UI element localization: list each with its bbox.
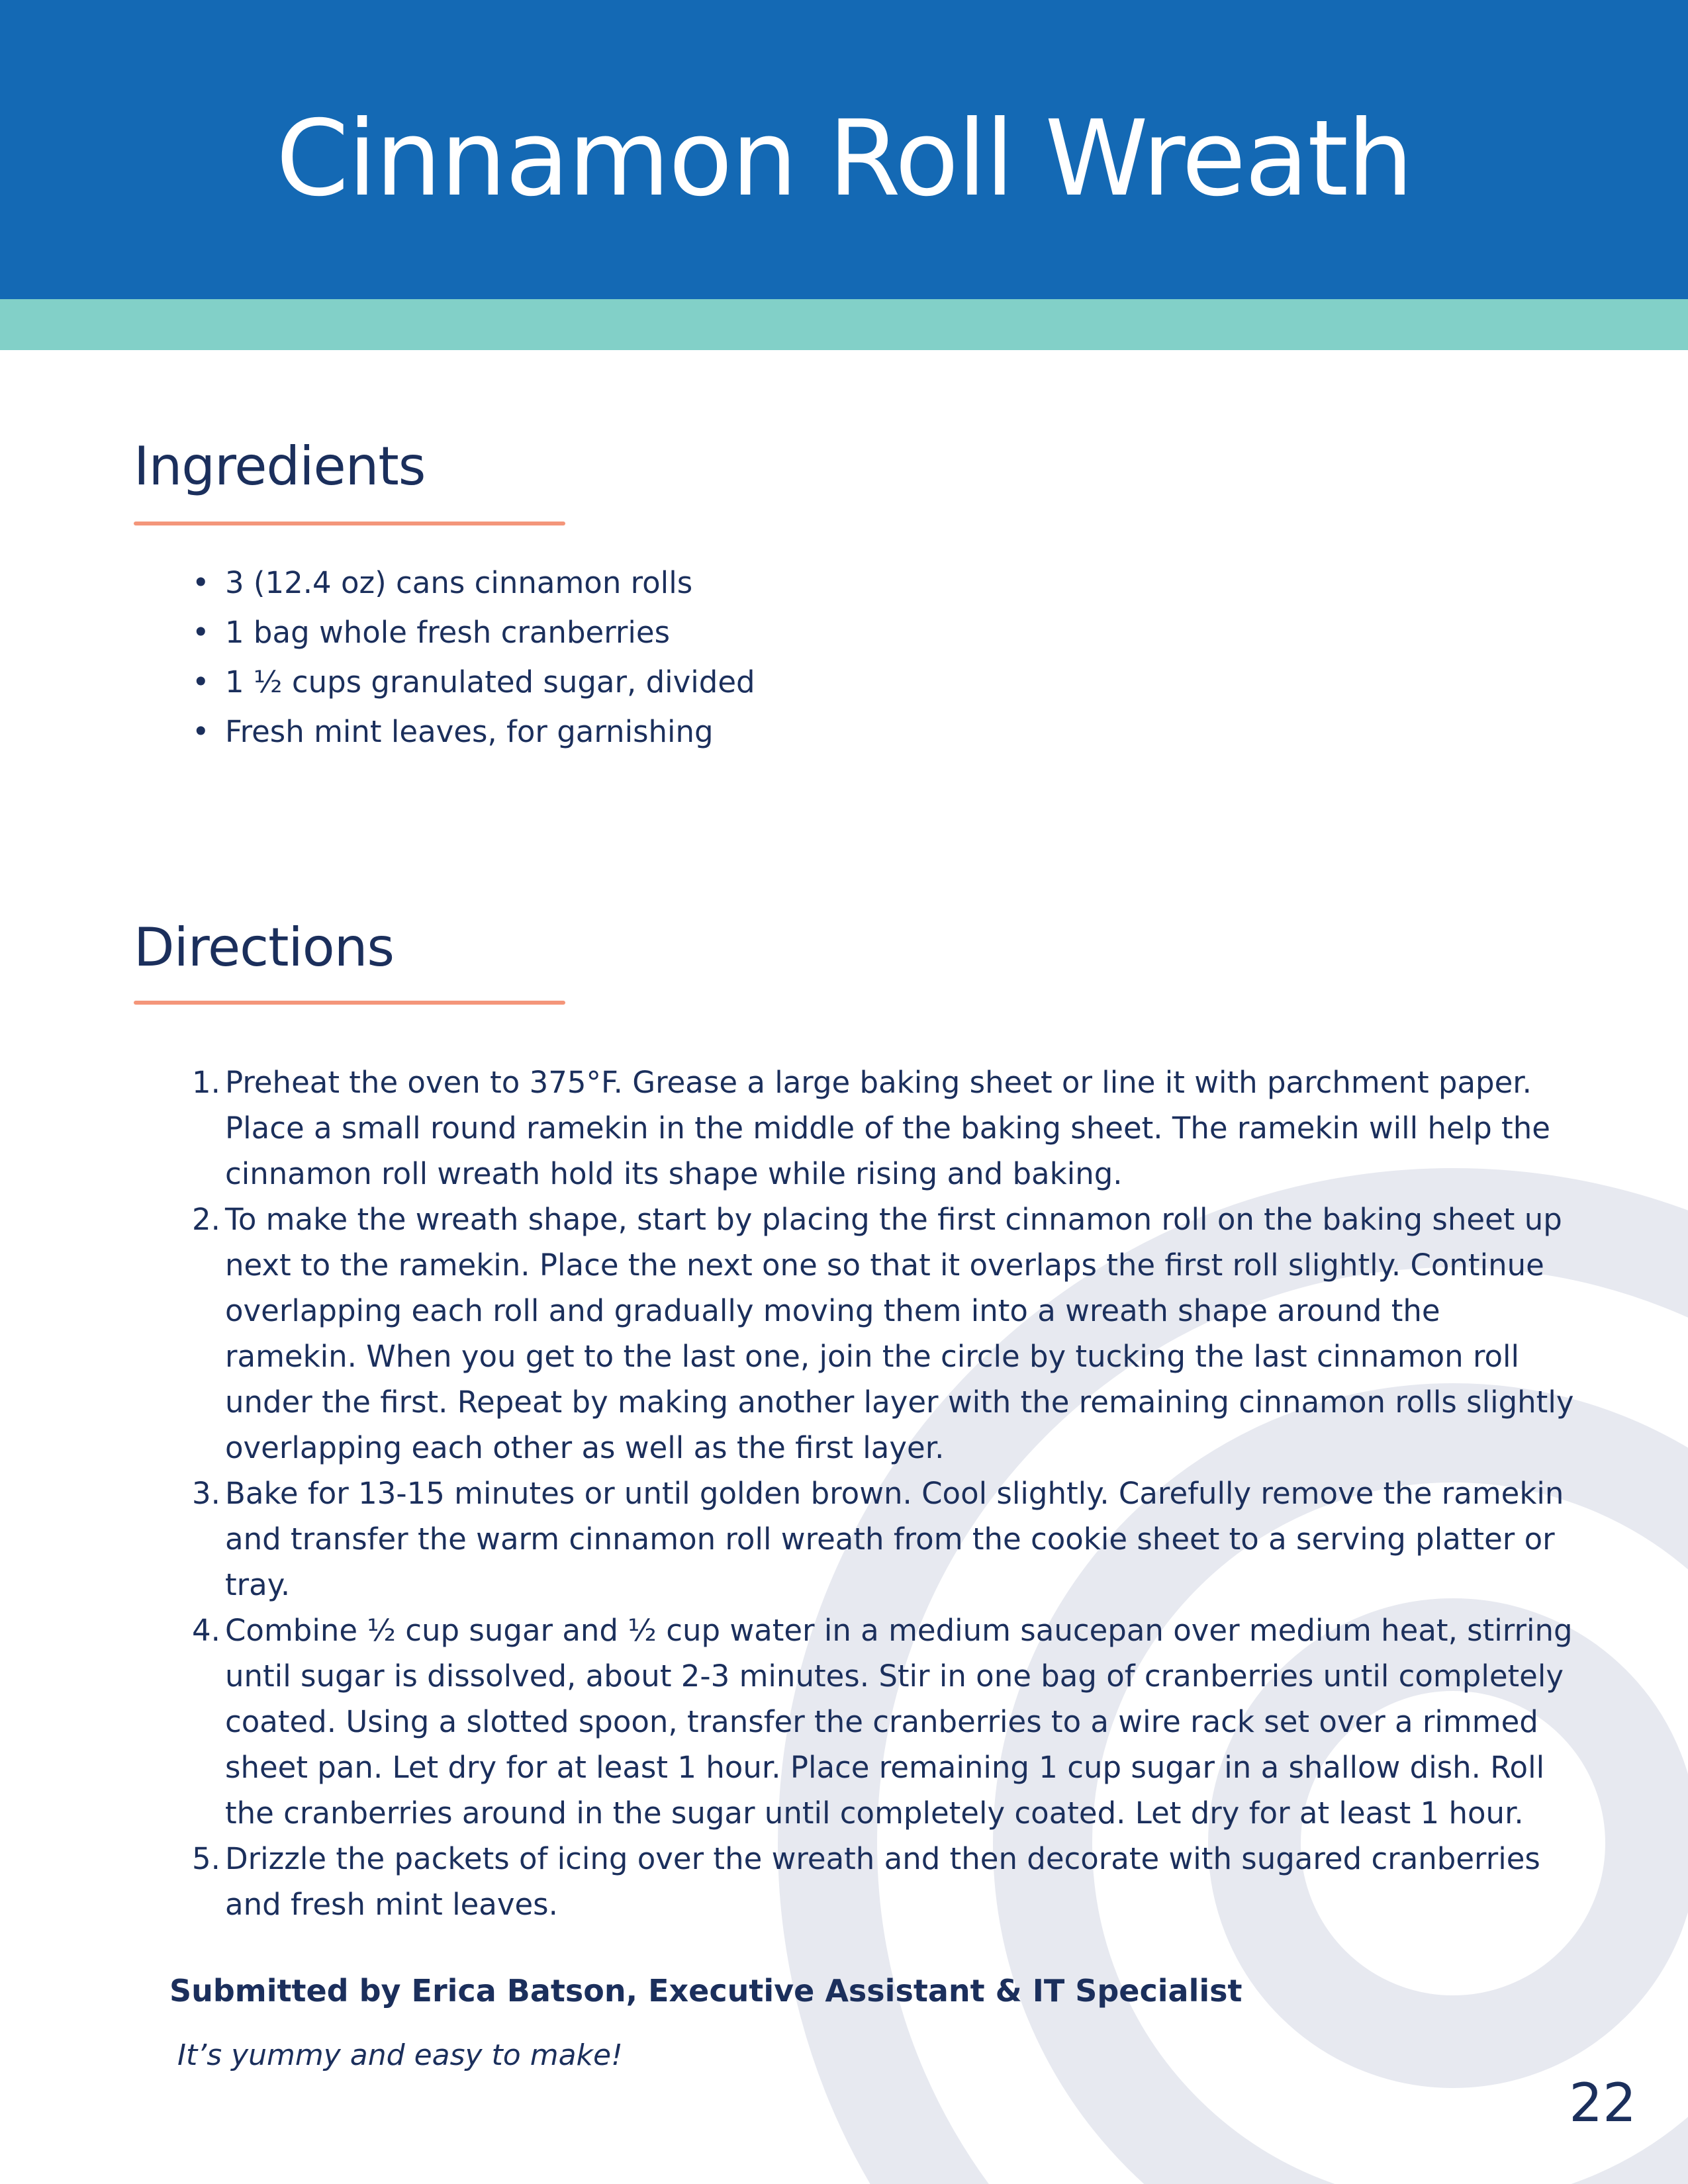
step-number: 1. bbox=[192, 1065, 220, 1100]
step-number: 5. bbox=[192, 1841, 220, 1876]
ingredient-text: 1 bag whole fresh cranberries bbox=[225, 615, 671, 650]
step-number: 4. bbox=[192, 1613, 220, 1648]
page-number: 22 bbox=[1569, 2072, 1636, 2134]
bullet-icon: • bbox=[192, 565, 210, 600]
ingredients-heading-underline bbox=[134, 522, 565, 525]
step-number: 3. bbox=[192, 1476, 220, 1511]
step-text: Combine ½ cup sugar and ½ cup water in a medium saucepan over medium heat, stirring until sugar is dissolved, about 2-3 minutes. Stir in one bag of cranberries until completely coated. Using a slotted spoon, transfer the cranberries to a wire rack set over a rimmed sheet pan. Let dry for at least 1 hour. Place remaining 1 cup sugar in a shallow dish. Roll the cranberries around in the sugar until completely coated. Let dry for at least 1 hour. bbox=[225, 1613, 1573, 1831]
ingredient-item bbox=[184, 608, 755, 657]
bullet-icon: • bbox=[192, 664, 210, 700]
ingredient-text: Fresh mint leaves, for garnishing bbox=[225, 714, 714, 749]
ingredients-list bbox=[184, 558, 755, 756]
ingredient-text: 1 ½ cups granulated sugar, divided bbox=[225, 664, 755, 700]
step-text: Drizzle the packets of icing over the wreath and then decorate with sugared cranberries and fresh mint leaves. bbox=[225, 1841, 1540, 1922]
bullet-icon: • bbox=[192, 714, 210, 749]
directions-heading-underline bbox=[134, 1001, 565, 1005]
submitter-credit: Submitted by Erica Batson, Executive Assistant & IT Specialist bbox=[169, 1973, 1243, 2009]
step-text: To make the wreath shape, start by placing the first cinnamon roll on the baking sheet up next to the ramekin. Place the next one so that it overlaps the first roll slightly. Continue overlapping each roll and gradually moving them into a wreath shape around the ramekin. When you get to the last one, join the circle by tucking the last cinnamon roll under the first. Repeat by making another layer with the remaining cinnamon rolls slightly overlapping each other as well as the first layer. bbox=[225, 1202, 1574, 1465]
ingredient-item bbox=[184, 707, 755, 756]
direction-step bbox=[192, 1608, 1575, 1836]
header-accent-stripe bbox=[0, 299, 1688, 350]
ingredient-item bbox=[184, 558, 755, 608]
recipe-note: It’s yummy and easy to make! bbox=[177, 2038, 623, 2072]
page-title: Cinnamon Roll Wreath bbox=[275, 98, 1413, 220]
direction-step bbox=[192, 1060, 1575, 1197]
ingredient-text: 3 (12.4 oz) cans cinnamon rolls bbox=[225, 565, 693, 600]
directions-heading: Directions bbox=[134, 917, 395, 978]
direction-step bbox=[192, 1197, 1575, 1471]
step-text: Preheat the oven to 375°F. Grease a large baking sheet or line it with parchment paper. Place a small round ramekin in the middle of the baking sheet. The ramekin will help the cinnamon roll wreath hold its shape while rising and baking. bbox=[225, 1065, 1550, 1191]
step-text: Bake for 13-15 minutes or until golden brown. Cool slightly. Carefully remove the ramekin and transfer the warm cinnamon roll wreath from the cookie sheet to a serving platter or tray. bbox=[225, 1476, 1564, 1602]
step-number: 2. bbox=[192, 1202, 220, 1237]
direction-step bbox=[192, 1471, 1575, 1608]
ingredient-item bbox=[184, 657, 755, 707]
directions-list bbox=[192, 1060, 1575, 1927]
ingredients-heading: Ingredients bbox=[134, 435, 426, 497]
direction-step bbox=[192, 1836, 1575, 1927]
bullet-icon: • bbox=[192, 615, 210, 650]
